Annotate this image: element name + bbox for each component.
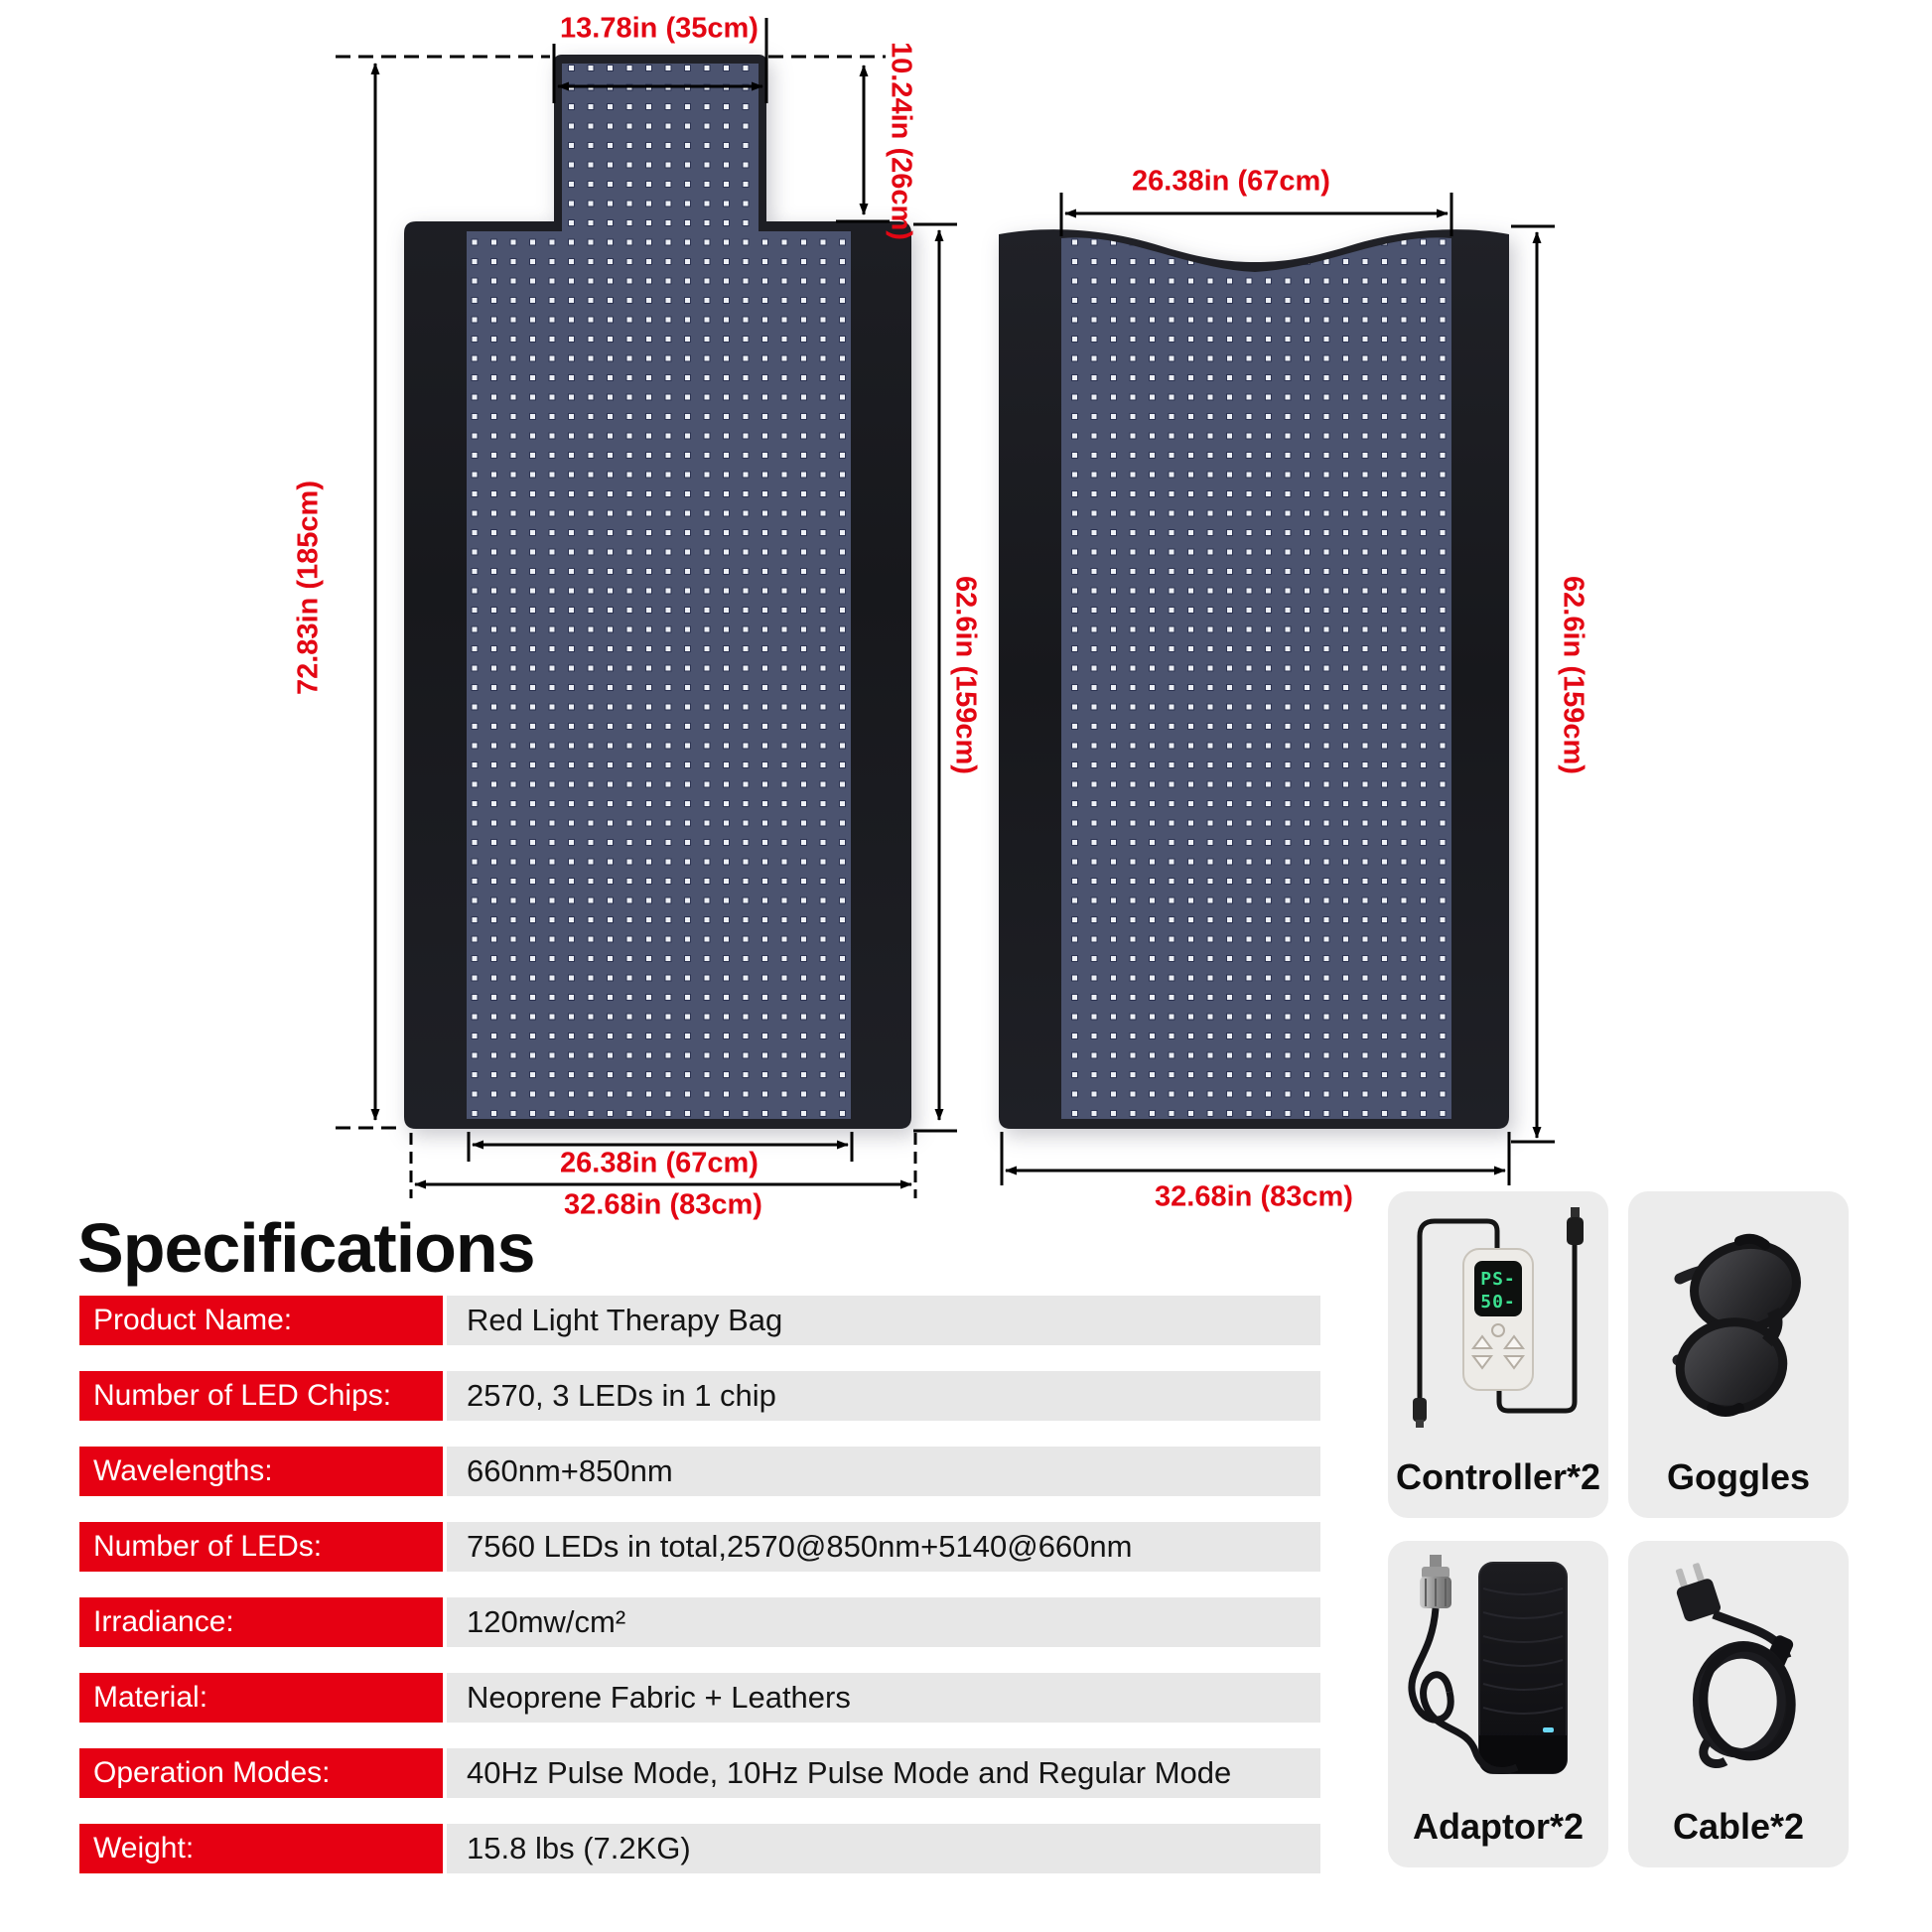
spec-label: Operation Modes: (79, 1748, 443, 1798)
spec-value: 660nm+850nm (447, 1447, 1320, 1496)
spec-label: Wavelengths: (79, 1447, 443, 1496)
cable-label: Cable*2 (1672, 1806, 1805, 1847)
controller-display-line2: 50- (1480, 1292, 1516, 1312)
spec-row-number-of-leds (79, 1522, 1320, 1572)
spec-label: Weight: (79, 1824, 443, 1873)
accessory-card-cable (1628, 1541, 1849, 1867)
accessory-card-goggles (1628, 1191, 1849, 1518)
goggles-image (1628, 1191, 1849, 1449)
back-panel-height-label: 62.6in (159cm) (1557, 576, 1589, 774)
cable-image (1628, 1541, 1849, 1799)
spec-row-wavelengths (79, 1447, 1320, 1496)
spec-value: 15.8 lbs (7.2KG) (447, 1824, 1320, 1873)
goggles-label: Goggles (1666, 1456, 1811, 1497)
controller-image (1388, 1191, 1608, 1449)
back-panel-width-label: 26.38in (67cm) (1132, 165, 1330, 198)
front-neck-height-label: 10.24in (26cm) (885, 42, 917, 240)
adaptor-label: Adaptor*2 (1412, 1806, 1585, 1847)
spec-row-operation-modes (79, 1748, 1320, 1798)
front-total-height-label: 72.83in (185cm) (292, 480, 325, 696)
controller-label: Controller*2 (1395, 1456, 1601, 1497)
front-panel-width-label: 26.38in (67cm) (560, 1147, 759, 1179)
front-neck-width-label: 13.78in (35cm) (554, 15, 764, 44)
back-total-width-label: 32.68in (83cm) (1155, 1180, 1353, 1213)
spec-row-irradiance (79, 1597, 1320, 1647)
spec-value: 40Hz Pulse Mode, 10Hz Pulse Mode and Regular Mode (447, 1748, 1320, 1798)
spec-row-material (79, 1673, 1320, 1723)
front-total-width-label: 32.68in (83cm) (564, 1188, 762, 1221)
spec-value: 7560 LEDs in total,2570@850nm+5140@660nm (447, 1522, 1320, 1572)
accessory-card-adaptor (1388, 1541, 1608, 1867)
spec-row-led-chips (79, 1371, 1320, 1421)
spec-label: Material: (79, 1673, 443, 1723)
spec-label: Product Name: (79, 1296, 443, 1345)
controller-display-line1: PS- (1480, 1269, 1516, 1290)
spec-row-product-name (79, 1296, 1320, 1345)
specifications-title: Specifications (77, 1209, 535, 1287)
spec-value: Red Light Therapy Bag (447, 1296, 1320, 1345)
spec-label: Number of LEDs: (79, 1522, 443, 1572)
front-panel-height-label: 62.6in (159cm) (949, 576, 982, 774)
spec-row-weight (79, 1824, 1320, 1873)
spec-value: 120mw/cm² (447, 1597, 1320, 1647)
adaptor-image (1388, 1541, 1608, 1799)
accessory-card-controller (1388, 1191, 1608, 1518)
spec-value: 2570, 3 LEDs in 1 chip (447, 1371, 1320, 1421)
spec-label: Irradiance: (79, 1597, 443, 1647)
spec-label: Number of LED Chips: (79, 1371, 443, 1421)
spec-value: Neoprene Fabric + Leathers (447, 1673, 1320, 1723)
